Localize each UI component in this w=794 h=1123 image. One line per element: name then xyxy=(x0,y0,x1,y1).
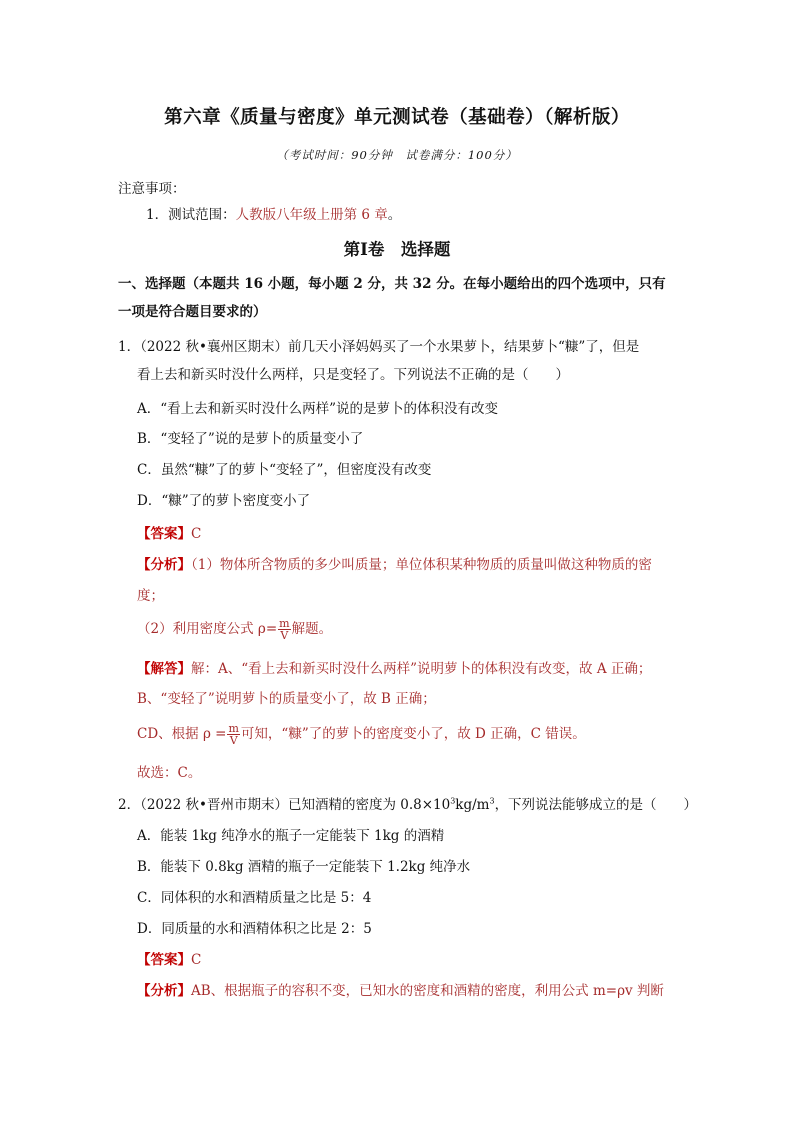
notice-label: 注意事项： xyxy=(118,181,186,197)
q1-solution-line1: 【解答】解：A、“看上去和新买时没什么两样”说明萝卜的体积没有改变，故 A 正确； xyxy=(137,661,652,677)
q1-answer xyxy=(137,525,201,543)
q1-option-d: D．“糠”了的萝卜密度变小了 xyxy=(137,493,311,509)
q1-stem-line2: 看上去和新买时没什么两样，只是变轻了。下列说法不正确的是（ ） xyxy=(137,367,569,383)
q1-choose: 故选：C。 xyxy=(137,765,202,781)
analysis-label: 【分析】 xyxy=(137,983,191,999)
section-title: 第Ⅰ卷 选择题 xyxy=(343,240,451,259)
q1-option-b: B．“变轻了”说的是萝卜的质量变小了 xyxy=(137,431,364,447)
notice-item xyxy=(146,206,401,224)
exam-info: （考试时间：90分钟 试卷满分：100分） xyxy=(276,148,518,162)
q1-analysis-line2: 度； xyxy=(137,588,164,604)
document-title: 第六章《质量与密度》单元测试卷（基础卷）（解析版） xyxy=(164,107,630,128)
notice-item-prefix: 1．测试范围： xyxy=(146,207,236,223)
notice-item-end: 。 xyxy=(387,207,402,223)
answer-value: C xyxy=(191,952,202,968)
q2-stem-line1: 2．（2022 秋•晋州市期末）已知酒精的密度为 $0.8\times 10^3kg/m^3$，下列说法能够成立的是（ ） xyxy=(118,796,698,813)
q1-option-c: C．虽然“糠”了的萝卜“变轻了”，但密度没有改变 xyxy=(137,462,432,478)
answer-label: 【答案】 xyxy=(137,952,191,968)
q2-analysis-line1: 【分析】AB、根据瓶子的容积不变，已知水的密度和酒精的密度，利用公式 m=ρv 判断 xyxy=(137,983,664,999)
test-scope: 人教版八年级上册第 6 章 xyxy=(235,207,388,223)
part1-instructions-line1: 一、选择题（本题共 16 小题，每小题 2 分，共 32 分。在每小题给出的四个选项中，只有 xyxy=(118,276,666,292)
q2-answer xyxy=(137,951,201,969)
q2-option-c: C．同体积的水和酒精质量之比是 5：4 xyxy=(137,890,372,906)
q2-option-b: B．能装下 0.8kg 酒精的瓶子一定能装下 1.2kg 纯净水 xyxy=(137,859,471,875)
q1-solution-line2: B、“变轻了”说明萝卜的质量变小了，故 B 正确； xyxy=(137,691,436,707)
density-fraction: $\frac{m}{V}$ xyxy=(279,617,290,642)
answer-value: C xyxy=(191,526,202,542)
q1-solution-line3: CD、根据 ρ = $\frac{m}{V}$ 可知，“糠”了的萝卜的密度变小了，故 D 正确，C 错误。 xyxy=(137,722,586,747)
density-fraction: $\frac{m}{V}$ xyxy=(228,722,239,747)
q2-option-d: D．同质量的水和酒精体积之比是 2：5 xyxy=(137,921,372,937)
answer-label: 【答案】 xyxy=(137,526,191,542)
q1-stem-line1: 1．（2022 秋•襄州区期末）前几天小泽妈妈买了一个水果萝卜，结果萝卜“糠”了，但是 xyxy=(118,339,640,355)
q2-option-a: A．能装 1kg 纯净水的瓶子一定能装下 1kg 的酒精 xyxy=(137,828,445,844)
part1-instructions-line2: 一项是符合题目要求的） xyxy=(118,304,267,320)
analysis-label: 【分析】 xyxy=(137,557,191,573)
solution-label: 【解答】 xyxy=(137,661,191,677)
q1-option-a: A．“看上去和新买时没什么两样”说的是萝卜的体积没有改变 xyxy=(137,401,499,417)
q1-analysis-line3: （2）利用密度公式 ρ= $\frac{m}{V}$ 解题。 xyxy=(137,617,333,642)
q1-analysis-line1: 【分析】（1）物体所含物质的多少叫质量；单位体积某种物质的质量叫做这种物质的密 xyxy=(137,557,652,573)
